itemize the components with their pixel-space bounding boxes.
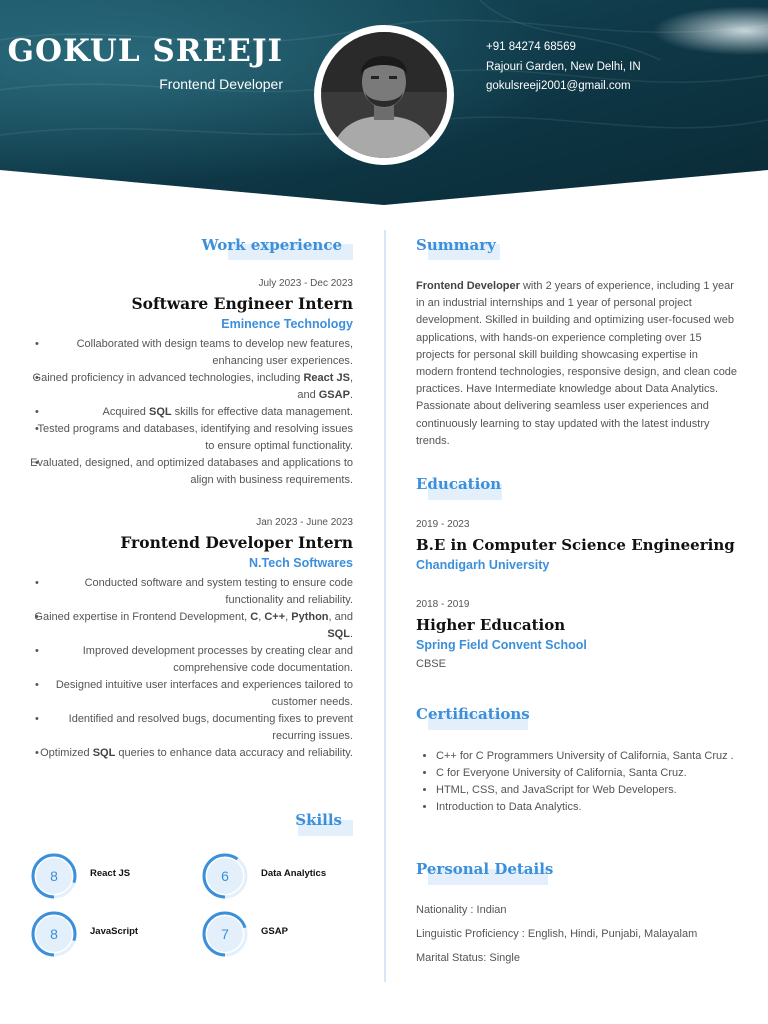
job-bullet: • Gained expertise in Frontend Development, C, C++, Python, and SQL.: [30, 609, 353, 643]
certifications-list: [416, 748, 738, 816]
skill-name: GSAP: [261, 926, 288, 937]
certification-item: • HTML, CSS, and JavaScript for Web Developers.: [436, 782, 738, 799]
education-school: Chandigarh University: [416, 558, 550, 572]
skill-item: [201, 910, 361, 958]
summary-text: [416, 278, 738, 450]
job-bullet: • Designed intuitive user interfaces and experiences tailored to customer needs.: [30, 677, 353, 711]
job-bullet: • Improved development processes by creating clear and comprehensive code documentation.: [30, 643, 353, 677]
education-degree: B.E in Computer Science Engineering: [416, 536, 735, 554]
education-board: CBSE: [416, 658, 446, 670]
job-bullet: • Tested programs and databases, identifying and resolving issues to ensure optimal functionality.: [30, 421, 353, 455]
job-dates: July 2023 - Dec 2023: [258, 278, 353, 289]
contact-info: [486, 38, 641, 97]
section-title-skills: Skills: [295, 811, 342, 829]
skill-level: 6: [221, 868, 229, 884]
education-degree: Higher Education: [416, 616, 566, 634]
job-bullet: • Optimized SQL queries to enhance data accuracy and reliability.: [30, 745, 353, 762]
skill-item: [30, 910, 190, 958]
portrait-image: [321, 32, 447, 158]
job-company: N.Tech Softwares: [249, 556, 353, 570]
email-address[interactable]: gokulsreeji2001@gmail.com: [486, 80, 631, 92]
job-entry: [30, 278, 353, 489]
skill-level: 8: [50, 868, 58, 884]
summary-lead: Frontend Developer: [416, 280, 520, 292]
nationality: Nationality : Indian: [416, 904, 507, 916]
education-entry: [416, 519, 738, 572]
education-dates: 2019 - 2023: [416, 519, 470, 530]
job-bullet: • Conducted software and system testing to ensure code functionality and reliability.: [30, 575, 353, 609]
phone-number[interactable]: +91 84274 68569: [486, 41, 576, 53]
summary-block: [416, 278, 738, 450]
job-bullet: • Collaborated with design teams to develop new features, enhancing user experiences.: [30, 336, 353, 370]
skill-name: React JS: [90, 868, 131, 879]
job-bullets: [30, 575, 353, 762]
skill-level: 7: [221, 926, 229, 942]
section-title-summary: Summary: [416, 236, 496, 254]
job-title: Frontend Developer Intern: [120, 533, 353, 552]
skill-level: 8: [50, 926, 58, 942]
skill-name: JavaScript: [90, 926, 139, 937]
job-company: Eminence Technology: [221, 317, 353, 331]
job-bullets: [30, 336, 353, 489]
job-title: Software Engineer Intern: [131, 294, 353, 313]
job-entry: [30, 517, 353, 762]
candidate-role: Frontend Developer: [159, 76, 283, 92]
certification-item: • C for Everyone University of California, Santa Cruz.: [436, 765, 738, 782]
job-bullet: • Evaluated, designed, and optimized databases and applications to align with business requirements.: [30, 455, 353, 489]
section-title-education: Education: [416, 475, 502, 493]
certifications-block: [416, 748, 738, 816]
job-dates: Jan 2023 - June 2023: [256, 517, 353, 528]
personal-details: [416, 904, 738, 974]
profile-photo: [314, 25, 454, 165]
job-bullet: • Acquired SQL skills for effective data management.: [30, 404, 353, 421]
certification-item: • Introduction to Data Analytics.: [436, 799, 738, 816]
skill-name: Data Analytics: [261, 868, 327, 879]
job-bullet: • Gained proficiency in advanced technologies, including React JS, and GSAP.: [30, 370, 353, 404]
section-title-personal: Personal Details: [416, 860, 554, 878]
marital-status: Marital Status: Single: [416, 952, 520, 964]
address: Rajouri Garden, New Delhi, IN: [486, 60, 641, 73]
skill-item: [30, 852, 190, 900]
section-title-work: Work experience: [201, 236, 342, 254]
education-school: Spring Field Convent School: [416, 638, 587, 652]
resume-header: [0, 0, 768, 205]
certification-item: • C++ for C Programmers University of California, Santa Cruz .: [436, 748, 738, 765]
job-bullet: • Identified and resolved bugs, documenting fixes to prevent recurring issues.: [30, 711, 353, 745]
skill-item: [201, 852, 361, 900]
column-divider: [384, 230, 386, 982]
section-title-certifications: Certifications: [416, 705, 530, 723]
candidate-name: GOKUL SREEJI: [7, 33, 283, 69]
education-dates: 2018 - 2019: [416, 599, 470, 610]
education-entry: [416, 599, 738, 670]
summary-body: with 2 years of experience, including 1 year in an industrial internships and 1 year of personal project development. Skilled in building and optimizing user-focused web applications, with hands-on experience completing over 15 projects for personal skill building showcasing expertise in modern frontend technologies, responsive design, and clean code practices. Have Intermediate knowledge about Data Analytics. Passionate about delivering seamless user experiences and continuously learning to stay updated with the latest industry trends.: [416, 280, 738, 447]
languages: Linguistic Proficiency : English, Hindi, Punjabi, Malayalam: [416, 928, 698, 940]
